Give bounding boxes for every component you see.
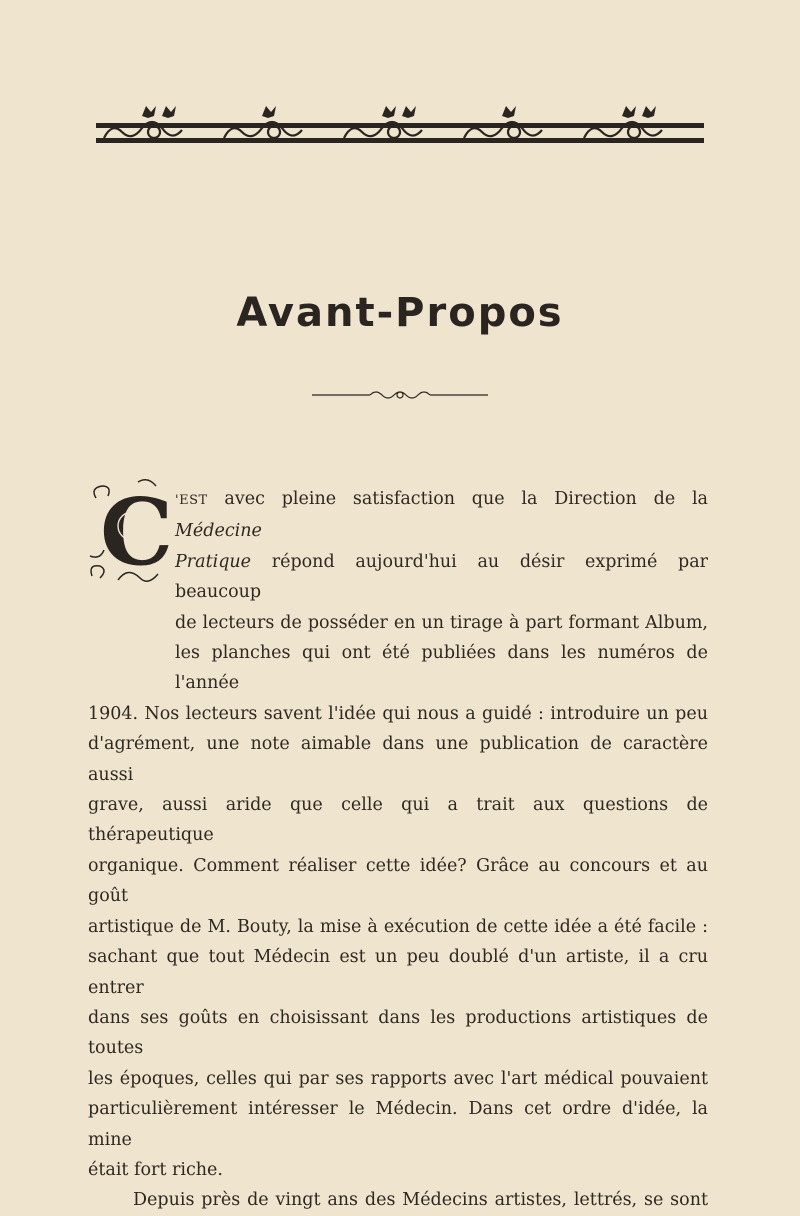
text-line: dans ses goûts en choisissant dans les productions artistiques de toutes: [88, 1007, 708, 1059]
text-line: d'agrément, une note aimable dans une publication de caractère aussi: [88, 734, 708, 785]
decorative-header-ornament: [94, 98, 706, 148]
text-line: les planches qui ont été publiées dans les numéros de l'année: [175, 643, 708, 694]
text-line: artistique de M. Bouty, la mise à exécution de cette idée a été facile :: [88, 916, 708, 937]
text-line: 1904. Nos lecteurs savent l'idée qui nous a guidé : introduire un peu: [88, 703, 708, 724]
svg-text:C: C: [100, 478, 174, 586]
page-title: Avant-Propos: [236, 290, 564, 336]
text-line: les époques, celles qui par ses rapports avec l'art médical pouvaient: [88, 1068, 708, 1089]
text-line: grave, aussi aride que celle qui a trait aux questions de thérapeutique: [88, 795, 708, 846]
body-text: [88, 484, 708, 1216]
text-line: 'EST avec pleine satisfaction que la Direction de la Médecine: [175, 489, 708, 542]
text-line: Pratique répond aujourd'hui au désir exprimé par beaucoup: [175, 551, 708, 603]
text-line: de lecteurs de posséder en un tirage à part formant Album,: [175, 612, 708, 633]
text-line: particulièrement intéresser le Médecin. Dans cet ordre d'idée, la mine: [88, 1099, 708, 1150]
text-line: était fort riche.: [88, 1159, 223, 1180]
text-line: organique. Comment réaliser cette idée? Grâce au concours et au goût: [88, 855, 708, 907]
ornamental-divider: [312, 387, 488, 403]
text-line: sachant que tout Médecin est un peu doublé d'un artiste, il a cru entrer: [88, 947, 708, 998]
paragraph-1: [88, 484, 708, 1185]
paragraph-2: Depuis près de vingt ans des Médecins artistes, lettrés, se sont: [133, 1190, 708, 1211]
